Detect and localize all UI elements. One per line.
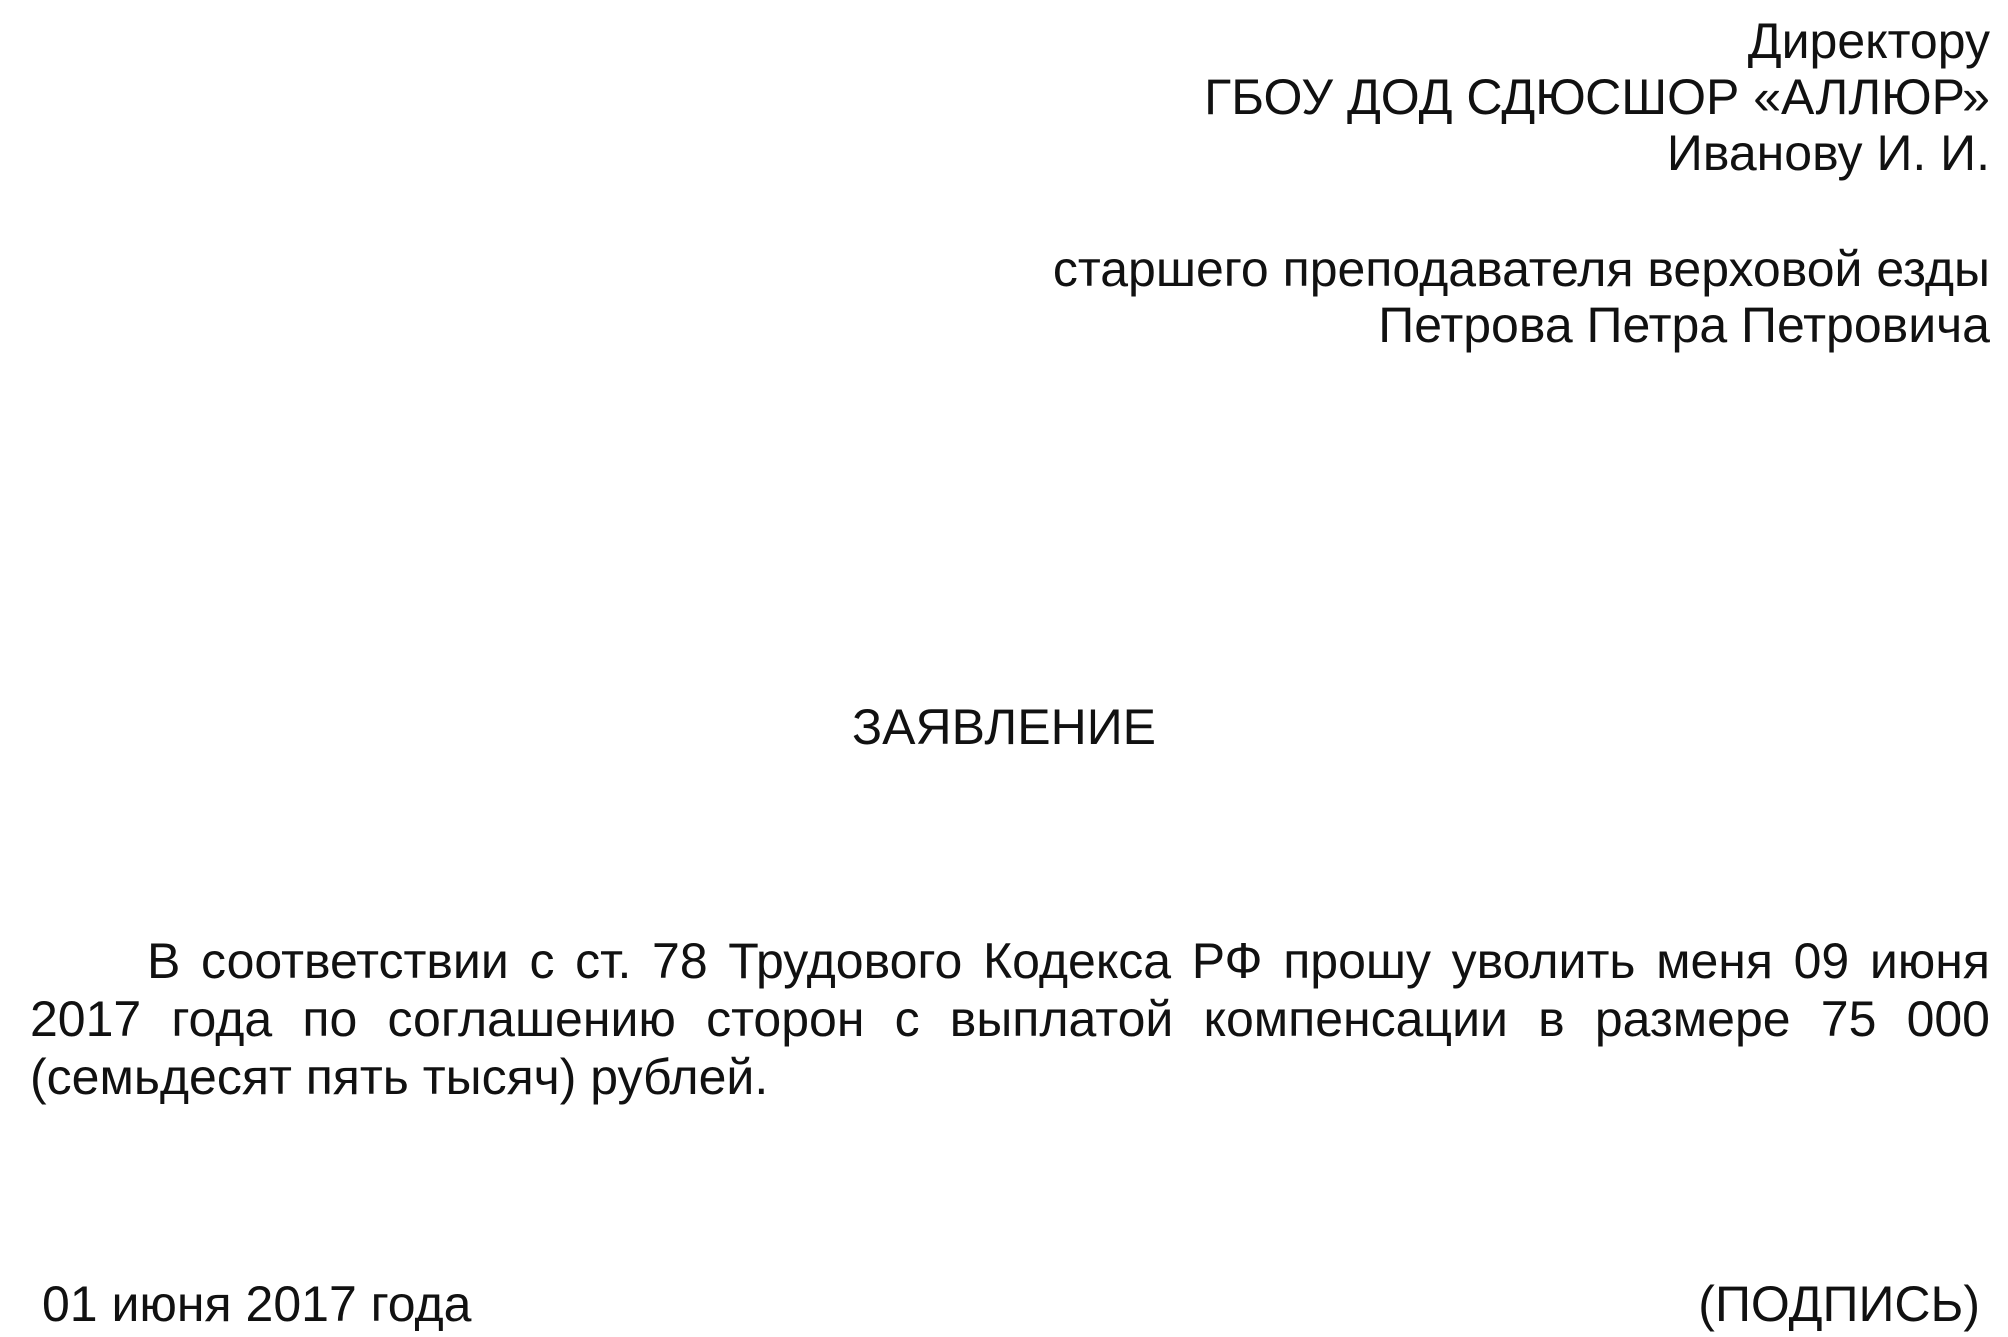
sender-position: старшего преподавателя верховой езды <box>1052 241 1990 297</box>
document-title: ЗАЯВЛЕНИЕ <box>851 699 1156 755</box>
addressee-organization: ГБОУ ДОД СДЮСШОР «АЛЛЮР» <box>1204 69 1990 125</box>
application-body: В соответствии с ст. 78 Трудового Кодекса РФ прошу уволить меня 09 июня 2017 года по соглашению сторон с выплатой компенсации в размере 75 000 (семьдесят пять тысяч) рублей. <box>30 933 1990 1105</box>
addressee-name: Иванову И. И. <box>1666 125 1990 181</box>
application-date: 01 июня 2017 года <box>42 1276 472 1332</box>
sender-name: Петрова Петра Петровича <box>1378 297 1990 353</box>
addressee-position: Директору <box>1747 13 1990 69</box>
signature-placeholder: (ПОДПИСЬ) <box>1698 1276 1980 1332</box>
